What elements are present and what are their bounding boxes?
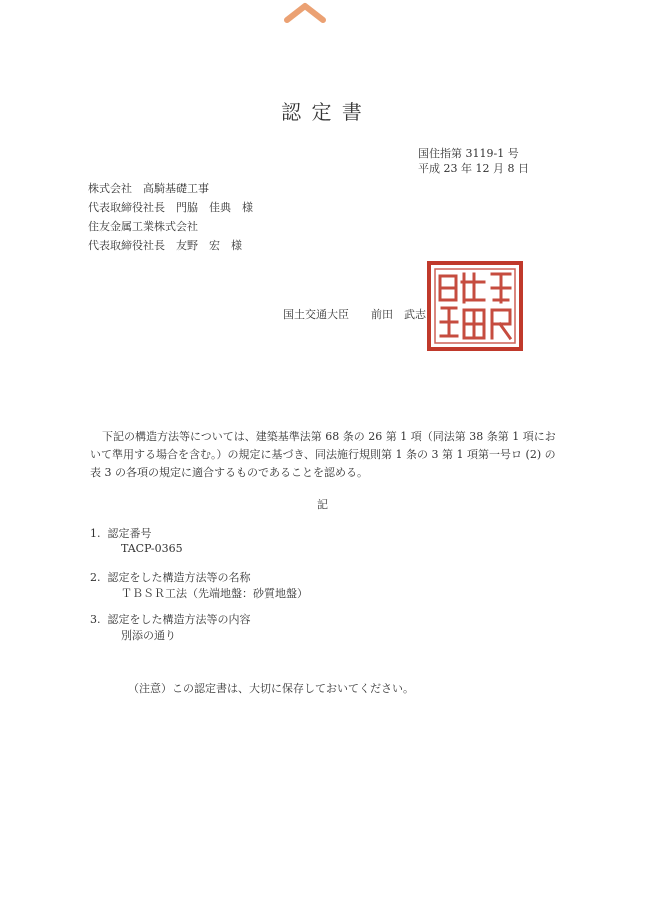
recipient-president-1: 代表取締役社長 門脇 佳典 様 xyxy=(88,201,253,214)
ki-heading: 記 xyxy=(317,498,328,511)
issuer-name: 国土交通大臣 前田 武志 xyxy=(283,308,426,321)
document-date: 平成 23 年 12 月 8 日 xyxy=(418,162,529,175)
item-1-heading: 1. 認定番号 xyxy=(90,527,152,540)
document-number: 国住指第 3119-1 号 xyxy=(418,147,519,160)
item-2-value: ＴＢＳＲ工法（先端地盤：砂質地盤） xyxy=(121,587,308,600)
caution-note: （注意）この認定書は、大切に保存しておいてください。 xyxy=(128,682,414,695)
recipient-president-2: 代表取締役社長 友野 宏 様 xyxy=(88,239,242,252)
item-2-heading: 2. 認定をした構造方法等の名称 xyxy=(90,571,251,584)
document-title: 認 定 書 xyxy=(281,100,364,124)
item-3-heading: 3. 認定をした構造方法等の内容 xyxy=(90,613,251,626)
recipient-company-2: 住友金属工業株式会社 xyxy=(88,220,198,233)
item-1-value: TACP-0365 xyxy=(121,542,183,555)
recipient-company-1: 株式会社 高騎基礎工事 xyxy=(88,182,209,195)
item-3-value: 別添の通り xyxy=(121,629,176,642)
certification-body: 下記の構造方法等については、建築基準法第 68 条の 26 第 1 項（同法第 38 条第 1 項において準用する場合を含む。）の規定に基づき、同法施行規則第 1 条の 3 第 1 項第一号ロ (2) の表 3 の各項の規定に適合するものであることを認める。 xyxy=(90,430,556,479)
official-seal xyxy=(426,260,524,352)
top-chevron-mark xyxy=(283,0,327,24)
